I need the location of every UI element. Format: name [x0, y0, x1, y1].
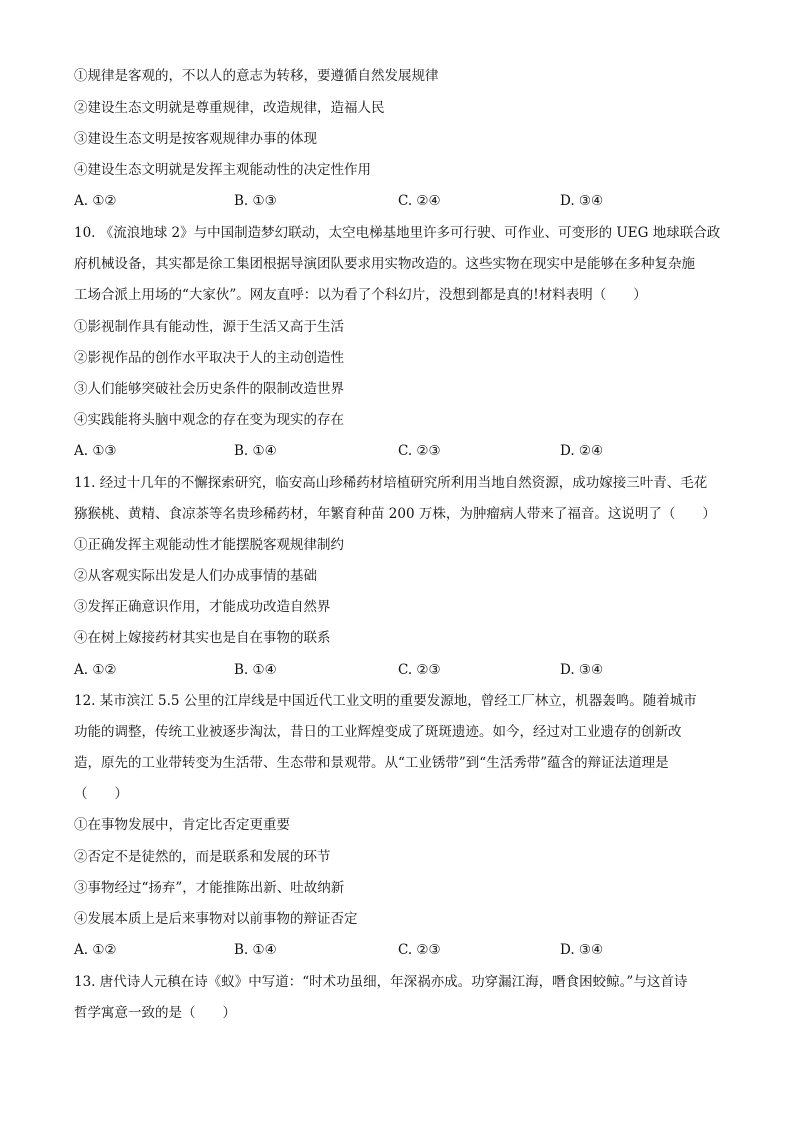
q11-stem-line-2: 猕猴桃、黄精、食凉茶等名贵珍稀药材，年繁育种苗 200 万株，为肿瘤病人带来了福音。这说明了（ ） — [74, 506, 716, 522]
option-c: C. ②③ — [398, 662, 441, 678]
q12-item-2: ②否定不是徒然的，而是联系和发展的环节 — [74, 849, 331, 865]
q12-item-3: ③事物经过“扬弃”，才能推陈出新、吐故纳新 — [74, 880, 345, 896]
option-a: A. ①② — [74, 942, 117, 958]
lead-item-2: ②建设生态文明就是尊重规律，改造规律，造福人民 — [74, 100, 385, 116]
q10-item-3: ③人们能够突破社会历史条件的限制改造世界 — [74, 381, 344, 397]
q12-stem-line-4: （ ） — [74, 786, 128, 802]
option-a: A. ①② — [74, 193, 117, 209]
q10-item-1: ①影视制作具有能动性，源于生活又高于生活 — [74, 319, 344, 335]
option-a: A. ①② — [74, 662, 117, 678]
option-a: A. ①③ — [74, 443, 117, 459]
option-d: D. ③④ — [560, 193, 604, 209]
lead-item-3: ③建设生态文明是按客观规律办事的体现 — [74, 131, 317, 147]
option-b: B. ①④ — [234, 662, 277, 678]
q13-stem-line-1: 13. 唐代诗人元稹在诗《蚁》中写道：“时术功虽细，年深祸亦成。功穿漏江海，噆食困蛟鲸。”与这首诗 — [74, 974, 688, 990]
q11-stem-line-1: 11. 经过十几年的不懈探索研究，临安高山珍稀药材培植研究所利用当地自然资源，成功嫁接三叶青、毛花 — [74, 475, 708, 491]
q11-options — [74, 660, 734, 680]
option-d: D. ②④ — [560, 443, 604, 459]
option-c: C. ②③ — [398, 443, 441, 459]
option-d: D. ③④ — [560, 662, 604, 678]
option-b: B. ①③ — [234, 193, 277, 209]
q11-item-2: ②从客观实际出发是人们办成事情的基础 — [74, 568, 317, 584]
q12-stem-line-2: 功能的调整，传统工业被逐步淘汰，昔日的工业辉煌变成了斑斑遗迹。如今，经过对工业遗存的创新改 — [74, 724, 682, 740]
option-b: B. ①④ — [234, 443, 277, 459]
q11-item-4: ④在树上嫁接药材其实也是自在事物的联系 — [74, 630, 331, 646]
option-b: B. ①④ — [234, 942, 277, 958]
lead-item-4: ④建设生态文明就是发挥主观能动性的决定性作用 — [74, 162, 371, 178]
q12-options — [74, 940, 734, 960]
lead-options — [74, 191, 734, 211]
q12-stem-line-3: 造，原先的工业带转变为生活带、生态带和景观带。从“工业锈带”到“生活秀带”蕴含的辩证法道理是 — [74, 755, 669, 771]
q12-item-1: ①在事物发展中，肯定比否定更重要 — [74, 817, 290, 833]
q11-item-1: ①正确发挥主观能动性才能摆脱客观规律制约 — [74, 537, 344, 553]
q13-stem-line-2: 哲学寓意一致的是（ ） — [74, 1005, 236, 1021]
option-c: C. ②④ — [398, 193, 441, 209]
q10-stem-line-1: 10. 《流浪地球 2》与中国制造梦幻联动，太空电梯基地里许多可行驶、可作业、可变形的 UEG 地球联合政 — [74, 225, 721, 241]
option-d: D. ③④ — [560, 942, 604, 958]
q10-stem-line-2: 府机械设备，其实都是徐工集团根据导演团队要求用实物改造的。这些实物在现实中是能够在多种复杂施 — [74, 256, 695, 272]
option-c: C. ②③ — [398, 942, 441, 958]
q11-item-3: ③发挥正确意识作用，才能成功改造自然界 — [74, 599, 331, 615]
q12-item-4: ④发展本质上是后来事物对以前事物的辩证否定 — [74, 911, 358, 927]
q12-stem-line-1: 12. 某市滨江 5.5 公里的江岸线是中国近代工业文明的重要发源地，曾经工厂林立，机器轰鸣。随着城市 — [74, 693, 697, 709]
q10-stem-line-3: 工场合派上用场的“大家伙”。网友直呼：以为看了个科幻片，没想到都是真的!材料表明（ ） — [74, 287, 647, 303]
lead-item-1: ①规律是客观的，不以人的意志为转移，要遵循自然发展规律 — [74, 68, 439, 84]
q10-item-4: ④实践能将头脑中观念的存在变为现实的存在 — [74, 412, 344, 428]
q10-item-2: ②影视作品的创作水平取决于人的主动创造性 — [74, 350, 344, 366]
q10-options — [74, 441, 734, 461]
